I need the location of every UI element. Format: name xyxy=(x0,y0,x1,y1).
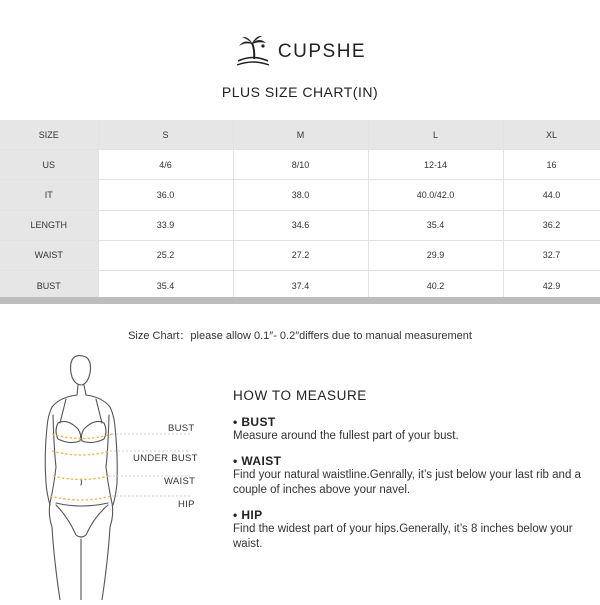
table-cell: 36.2 xyxy=(503,210,600,240)
under-bust-label: UNDER BUST xyxy=(133,453,198,464)
table-row xyxy=(0,270,600,300)
table-cell: 42.9 xyxy=(503,270,600,300)
bust-label: BUST xyxy=(168,423,195,434)
table-cell: 12-14 xyxy=(368,150,503,180)
measure-item-hip xyxy=(233,508,588,552)
row-label: LENGTH xyxy=(0,210,98,240)
section-title: HOW TO MEASURE xyxy=(233,388,367,403)
brand-name: CUPSHE xyxy=(277,41,367,62)
hip-label: HIP xyxy=(178,499,195,510)
table-cell: 44.0 xyxy=(503,180,600,210)
table-cell: 4/6 xyxy=(98,150,233,180)
table-cell: 35.4 xyxy=(368,210,503,240)
table-cell: 40.2 xyxy=(368,270,503,300)
table-header-row xyxy=(0,120,600,150)
table-row xyxy=(0,150,600,180)
divider xyxy=(0,297,600,304)
table-cell: 35.4 xyxy=(98,270,233,300)
row-label: IT xyxy=(0,180,98,210)
table-cell: 25.2 xyxy=(98,240,233,270)
column-header: L xyxy=(368,120,503,150)
table-cell: 34.6 xyxy=(233,210,368,240)
measure-description: Measure around the fullest part of your bust. xyxy=(233,430,459,442)
page-title: PLUS SIZE CHART(IN) xyxy=(221,84,379,100)
measure-heading: • BUST xyxy=(233,415,276,429)
table-cell: 37.4 xyxy=(233,270,368,300)
palm-tree-logo-icon xyxy=(234,34,272,70)
measurement-note: Size Chart：please allow 0.1″- 0.2″differs due to manual measurement xyxy=(128,330,472,342)
column-header: SIZE xyxy=(0,120,98,150)
size-chart-table xyxy=(0,120,600,300)
table-row xyxy=(0,240,600,270)
measure-item-waist xyxy=(233,454,588,498)
body-measurement-figure xyxy=(20,355,220,600)
how-to-measure-section xyxy=(233,388,588,562)
column-header: S xyxy=(98,120,233,150)
waist-label: WAIST xyxy=(164,476,196,487)
measure-item-bust xyxy=(233,415,588,444)
table-cell: 27.2 xyxy=(233,240,368,270)
table-cell: 8/10 xyxy=(233,150,368,180)
brand-header xyxy=(0,34,600,70)
table-row xyxy=(0,180,600,210)
table-row xyxy=(0,210,600,240)
column-header: M xyxy=(233,120,368,150)
row-label: BUST xyxy=(0,270,98,300)
measure-description: Find your natural waistline.Genrally, it’s just below your last rib and a couple of inches above your navel. xyxy=(233,469,581,496)
row-label: US xyxy=(0,150,98,180)
table-cell: 38.0 xyxy=(233,180,368,210)
table-cell: 29.9 xyxy=(368,240,503,270)
column-header: XL xyxy=(503,120,600,150)
table-cell: 32.7 xyxy=(503,240,600,270)
measure-heading: • WAIST xyxy=(233,454,282,468)
measure-heading: • HIP xyxy=(233,508,263,522)
row-label: WAIST xyxy=(0,240,98,270)
table-cell: 40.0/42.0 xyxy=(368,180,503,210)
table-cell: 16 xyxy=(503,150,600,180)
table-cell: 36.0 xyxy=(98,180,233,210)
measure-description: Find the widest part of your hips.Generally, it’s 8 inches below your waist. xyxy=(233,523,573,550)
table-cell: 33.9 xyxy=(98,210,233,240)
